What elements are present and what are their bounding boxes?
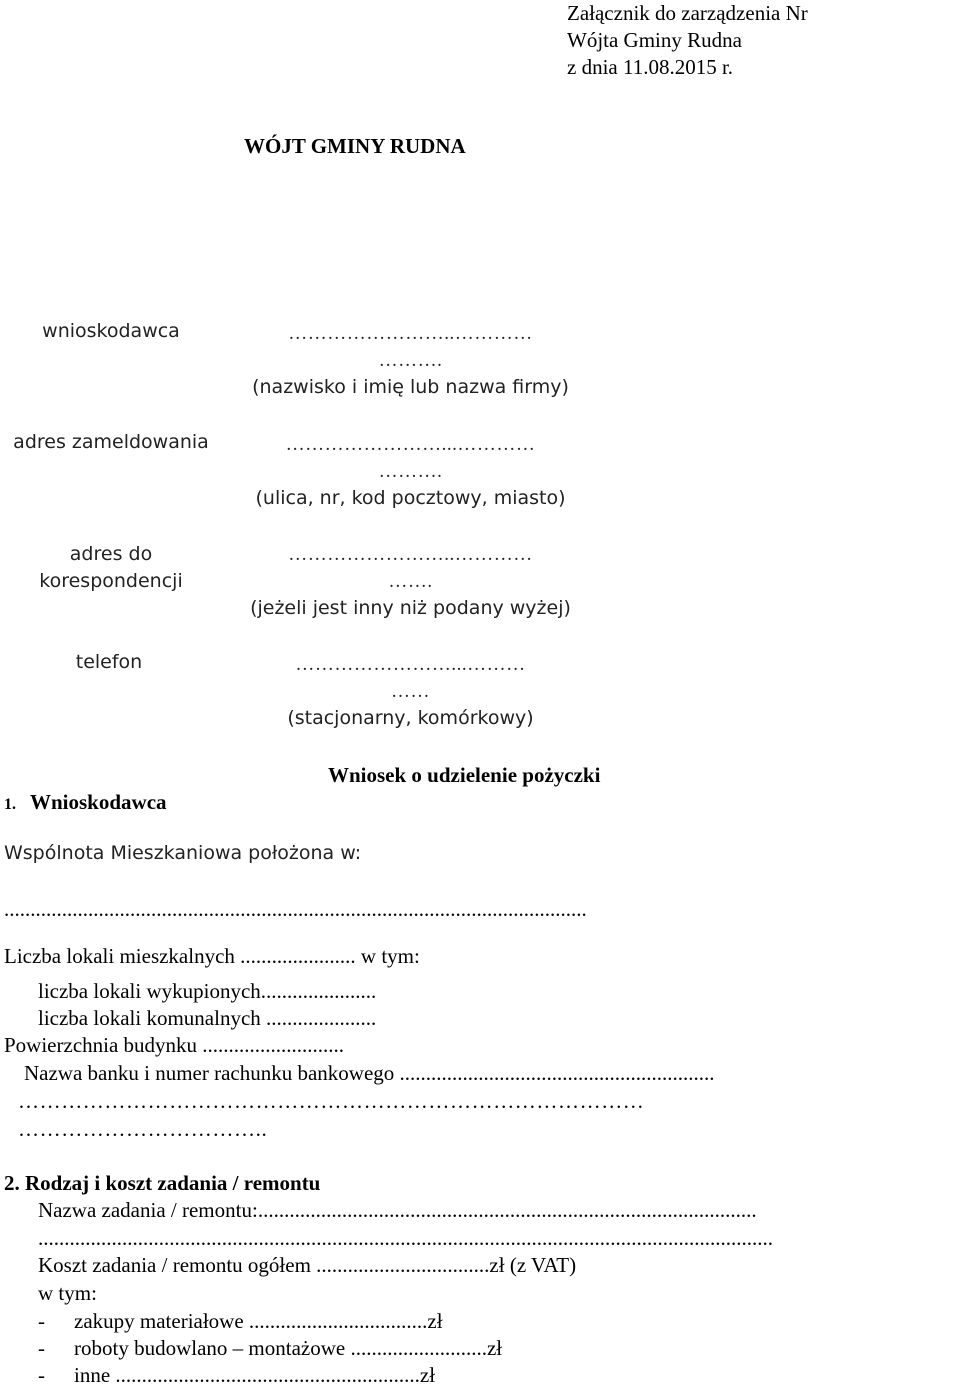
- phone-dots-2: ……: [391, 681, 430, 702]
- cost-item-text: roboty budowlano – montażowe ..........................zł: [74, 1336, 503, 1360]
- bank-dots-1: ……………………………………………………………………………: [18, 1089, 645, 1113]
- applicant-label: wnioskodawca: [42, 320, 180, 342]
- phone-hint: (stacjonarny, komórkowy): [287, 707, 534, 729]
- including-label: w tym:: [38, 1281, 97, 1305]
- authority-title: WÓJT GMINY RUDNA: [244, 134, 466, 158]
- annex-header: [567, 0, 808, 81]
- registered-address-dots-1: ……………………...…………: [285, 434, 536, 455]
- registered-address-field[interactable]: [238, 431, 583, 512]
- applicant-dots-2: ……….: [378, 350, 443, 371]
- community-location-field[interactable]: ...............................................................................................................: [4, 897, 587, 921]
- registered-address-label: adres zameldowania: [13, 431, 209, 453]
- correspondence-address-field[interactable]: [238, 541, 583, 622]
- cost-item-other[interactable]: [38, 1363, 435, 1388]
- section-1-heading: [4, 790, 167, 815]
- cost-item-text: zakupy materiałowe ..................................zł: [74, 1309, 443, 1333]
- cost-item-text: inne ..........................................................zł: [74, 1363, 436, 1387]
- units-total-field[interactable]: Liczba lokali mieszkalnych ...................... w tym:: [4, 944, 420, 968]
- cost-item-construction[interactable]: [38, 1336, 502, 1361]
- correspondence-label-line-2: korespondencji: [39, 570, 183, 592]
- correspondence-dots-2: …….: [388, 571, 433, 592]
- task-name-continuation[interactable]: ............................................................................................................................................: [38, 1226, 773, 1250]
- list-dash: -: [38, 1363, 45, 1387]
- applicant-field[interactable]: [238, 320, 583, 401]
- units-bought-field[interactable]: liczba lokali wykupionych......................: [38, 979, 377, 1003]
- list-dash: -: [38, 1309, 45, 1333]
- annex-line-1: Załącznik do zarządzenia Nr: [567, 1, 808, 25]
- phone-field[interactable]: [238, 651, 583, 732]
- correspondence-dots-1: ……………………..…………: [288, 544, 533, 565]
- correspondence-hint: (jeżeli jest inny niż podany wyżej): [250, 597, 571, 619]
- phone-label: telefon: [75, 651, 143, 673]
- section-2-title: 2. Rodzaj i koszt zadania / remontu: [4, 1171, 321, 1195]
- annex-line-3: z dnia 11.08.2015 r.: [567, 55, 734, 79]
- application-title: Wniosek o udzielenie pożyczki: [328, 763, 601, 787]
- registered-address-hint: (ulica, nr, kod pocztowy, miasto): [255, 487, 566, 509]
- bank-account-field[interactable]: Nazwa banku i numer rachunku bankowego ............................................................: [24, 1061, 715, 1085]
- list-dash: -: [38, 1336, 45, 1360]
- community-label: Wspólnota Mieszkaniowa położona w:: [4, 842, 362, 864]
- registered-address-dots-2: ……….: [378, 461, 443, 482]
- correspondence-label-line-1: adres do: [69, 543, 153, 565]
- phone-dots-1: ……………………...………: [295, 654, 526, 675]
- annex-line-2: Wójta Gminy Rudna: [567, 28, 742, 52]
- cost-item-materials[interactable]: [38, 1309, 443, 1334]
- units-municipal-field[interactable]: liczba lokali komunalnych .....................: [38, 1006, 377, 1030]
- correspondence-address-label: [0, 541, 222, 595]
- applicant-dots-1: ……………………..…………: [288, 323, 533, 344]
- task-name-field[interactable]: Nazwa zadania / remontu:...............................................................................................: [38, 1198, 757, 1222]
- section-1-title: Wnioskodawca: [30, 790, 167, 814]
- section-1-number: 1.: [4, 796, 16, 813]
- total-cost-field[interactable]: Koszt zadania / remontu ogółem .................................zł (z VAT): [38, 1253, 577, 1277]
- applicant-hint: (nazwisko i imię lub nazwa firmy): [252, 376, 569, 398]
- building-area-field[interactable]: Powierzchnia budynku ...........................: [4, 1033, 345, 1057]
- bank-dots-2: ……………………………..: [18, 1117, 268, 1141]
